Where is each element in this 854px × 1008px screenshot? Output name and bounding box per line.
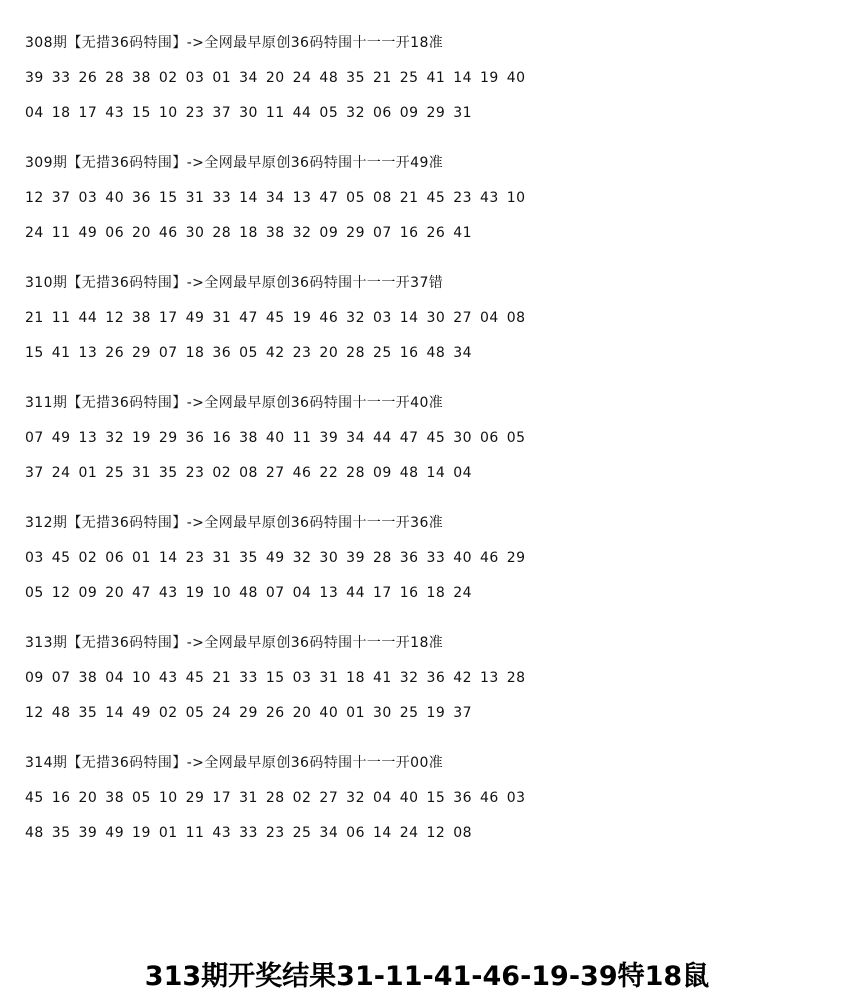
entry-311 xyxy=(25,386,845,491)
entry-312 xyxy=(25,506,845,611)
number-line: 48 35 39 49 19 01 11 43 33 23 25 34 06 14 24 12 08 xyxy=(25,825,473,841)
number-line: 03 45 02 06 01 14 23 31 35 49 32 30 39 28 36 33 40 46 29 xyxy=(25,550,526,566)
number-line: 39 33 26 28 38 02 03 01 34 20 24 48 35 21 25 41 14 19 40 xyxy=(25,70,526,86)
entry-308 xyxy=(25,26,845,131)
number-line: 37 24 01 25 31 35 23 02 08 27 46 22 28 09 48 14 04 xyxy=(25,465,473,481)
entry-header: 313期【无措36码特围】->全网最早原创36码特围十一一开18准 xyxy=(25,635,444,651)
entry-header: 311期【无措36码特围】->全网最早原创36码特围十一一开40准 xyxy=(25,395,444,411)
entry-310 xyxy=(25,266,845,371)
entry-header: 314期【无措36码特围】->全网最早原创36码特围十一一开00准 xyxy=(25,755,444,771)
entry-header: 310期【无措36码特围】->全网最早原创36码特围十一一开37错 xyxy=(25,275,444,291)
entry-header: 312期【无措36码特围】->全网最早原创36码特围十一一开36准 xyxy=(25,515,444,531)
number-line: 12 48 35 14 49 02 05 24 29 26 20 40 01 30 25 19 37 xyxy=(25,705,473,721)
entries-list xyxy=(25,26,845,866)
number-line: 45 16 20 38 05 10 29 17 31 28 02 27 32 04 40 15 36 46 03 xyxy=(25,790,526,806)
number-line: 05 12 09 20 47 43 19 10 48 07 04 13 44 17 16 18 24 xyxy=(25,585,473,601)
draw-result-footer: 313期开奖结果31-11-41-46-19-39特18鼠 xyxy=(144,961,710,992)
number-line: 24 11 49 06 20 46 30 28 18 38 32 09 29 07 16 26 41 xyxy=(25,225,473,241)
entry-309 xyxy=(25,146,845,251)
number-line: 12 37 03 40 36 15 31 33 14 34 13 47 05 08 21 45 23 43 10 xyxy=(25,190,526,206)
number-line: 21 11 44 12 38 17 49 31 47 45 19 46 32 03 14 30 27 04 08 xyxy=(25,310,526,326)
entry-314 xyxy=(25,746,845,851)
entry-header: 309期【无措36码特围】->全网最早原创36码特围十一一开49准 xyxy=(25,155,444,171)
number-line: 09 07 38 04 10 43 45 21 33 15 03 31 18 41 32 36 42 13 28 xyxy=(25,670,526,686)
number-line: 04 18 17 43 15 10 23 37 30 11 44 05 32 06 09 29 31 xyxy=(25,105,473,121)
number-line: 07 49 13 32 19 29 36 16 38 40 11 39 34 44 47 45 30 06 05 xyxy=(25,430,526,446)
entry-313 xyxy=(25,626,845,731)
entry-header: 308期【无措36码特围】->全网最早原创36码特围十一一开18准 xyxy=(25,35,444,51)
number-line: 15 41 13 26 29 07 18 36 05 42 23 20 28 25 16 48 34 xyxy=(25,345,473,361)
